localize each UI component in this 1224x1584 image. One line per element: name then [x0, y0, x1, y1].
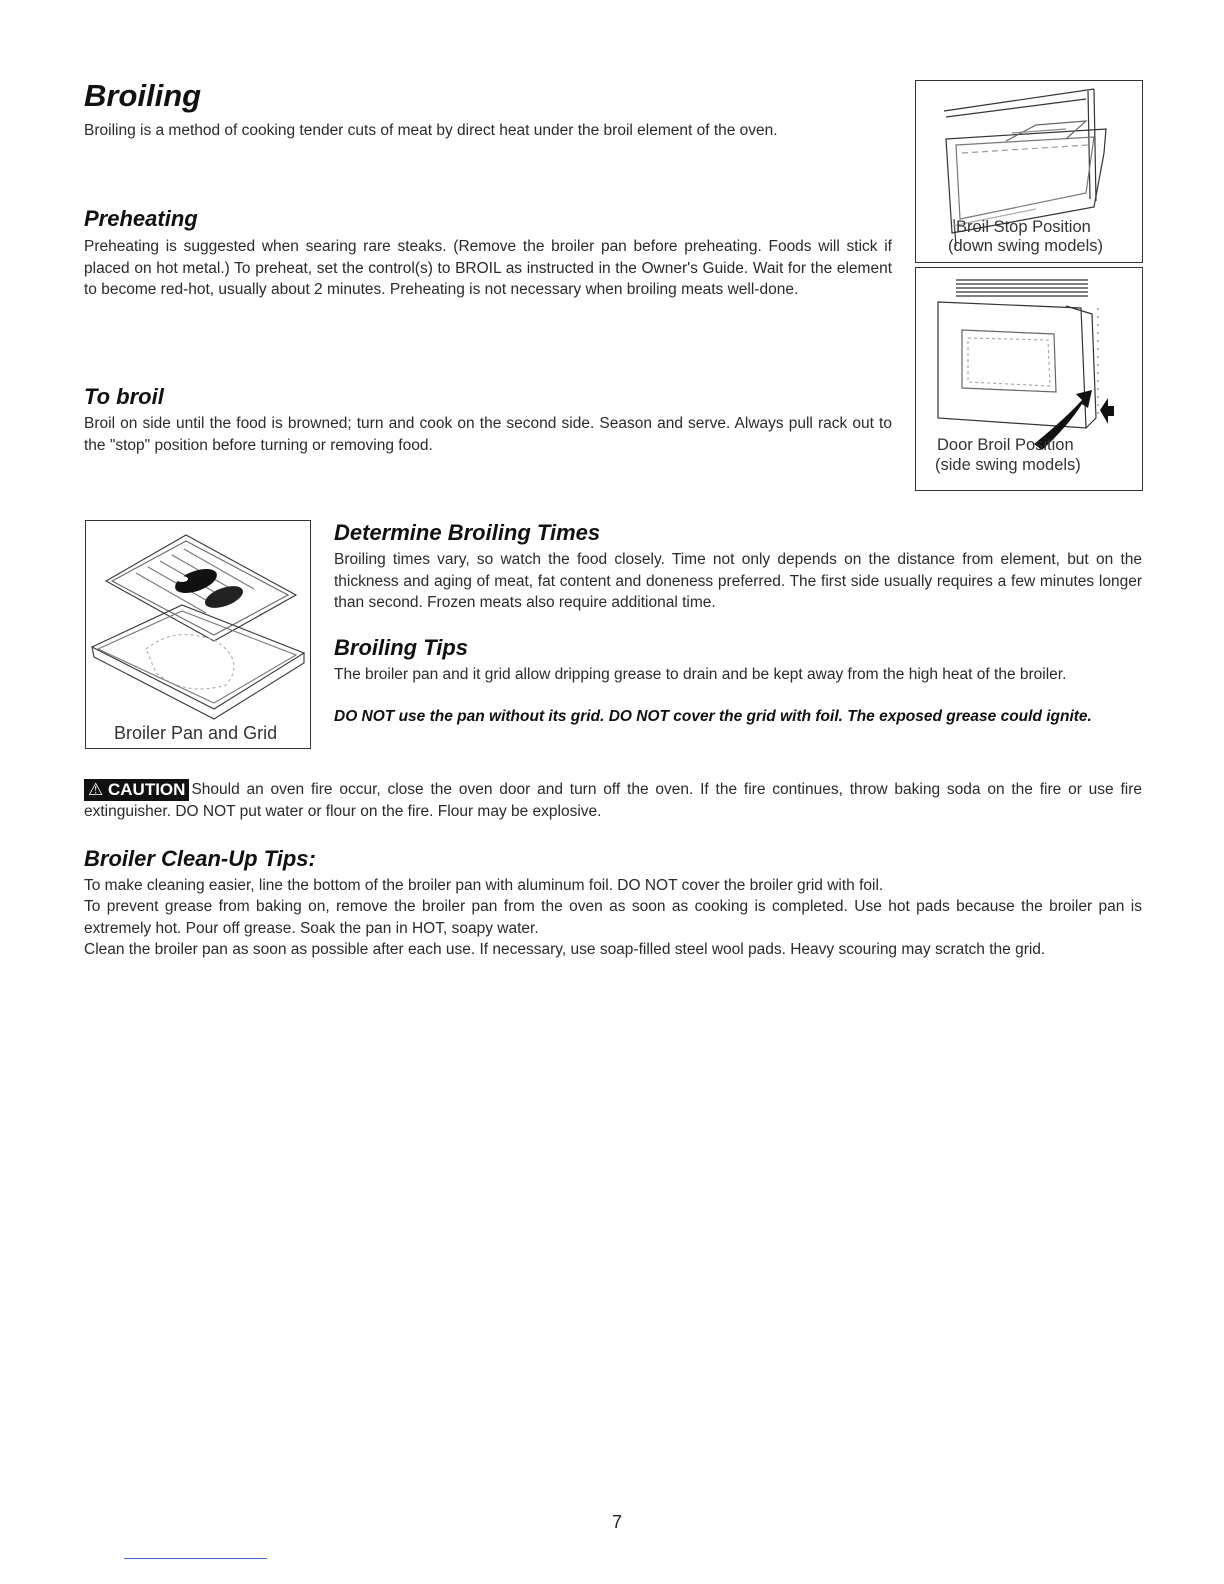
cleanup-p2: To prevent grease from baking on, remove the broiler pan from the oven as soon as cooking is completed. Use hot pads because the broiler pan is extremely hot. Pour off grease. Soak the pan in HOT, soapy water.	[84, 898, 1142, 937]
broiling-tips-warning: DO NOT use the pan without its grid. DO NOT cover the grid with foil. The exposed grease could ignite.	[334, 708, 1092, 725]
broiler-pan-illustration	[86, 521, 311, 749]
broiler-pan-figure	[85, 520, 311, 749]
broiling-tips-heading: Broiling Tips	[334, 635, 469, 660]
broiling-tips-body: The broiler pan and it grid allow dripping grease to drain and be kept away from the high heat of the broiler.	[334, 666, 1067, 683]
broiler-pan-caption: Broiler Pan and Grid	[114, 723, 278, 743]
caution-text: Should an oven fire occur, close the oven door and turn off the oven. If the fire continues, throw baking soda on the fire or use fire extinguisher. DO NOT put water or flour on the fire. Flour may be explosive.	[84, 781, 1142, 820]
to-broil-body: Broil on side until the food is browned; turn and cook on the second side. Season and serve. Always pull rack out to the "stop" position before turning or removing food.	[84, 415, 892, 454]
determine-times-heading: Determine Broiling Times	[334, 520, 601, 545]
to-broil-heading: To broil	[84, 384, 164, 409]
door-broil-caption-line2: (side swing models)	[935, 456, 1081, 474]
caution-badge	[84, 779, 189, 801]
warning-triangle-icon: ⚠	[88, 780, 104, 799]
caution-paragraph	[84, 779, 1142, 823]
footer-rule	[124, 1558, 267, 1559]
door-broil-figure	[915, 267, 1143, 491]
broil-stop-caption-line1: Broil Stop Position	[956, 218, 1091, 236]
cleanup-heading: Broiler Clean-Up Tips:	[84, 846, 316, 871]
caution-label: CAUTION	[107, 780, 186, 799]
broil-stop-caption-line2: (down swing models)	[948, 237, 1103, 255]
cleanup-p3: Clean the broiler pan as soon as possible after each use. If necessary, use soap-filled steel wool pads. Heavy scouring may scratch the grid.	[84, 941, 1046, 958]
cleanup-p1: To make cleaning easier, line the bottom of the broiler pan with aluminum foil. DO NOT cover the broiler grid with foil.	[84, 877, 884, 894]
broil-stop-figure	[915, 80, 1143, 263]
page-number: 7	[612, 1512, 623, 1532]
page-title: Broiling	[84, 78, 202, 113]
determine-times-body: Broiling times vary, so watch the food closely. Time not only depends on the distance from element, but on the thickness and aging of meat, fat content and doneness preferred. The first side usually requires a few minutes longer than second. Frozen meats also require additional time.	[334, 551, 1142, 611]
door-broil-caption-line1: Door Broil Position	[937, 436, 1074, 454]
preheating-body: Preheating is suggested when searing rare steaks. (Remove the broiler pan before preheating. Foods will stick if placed on hot metal.) To preheat, set the control(s) to BROIL as instructed in the Owner's Guide. Wait for the element to become red-hot, usually about 2 minutes. Preheating is not necessary when broiling meats well-done.	[84, 238, 892, 298]
preheating-heading: Preheating	[84, 206, 198, 231]
broiling-intro: Broiling is a method of cooking tender cuts of meat by direct heat under the broil element of the oven.	[84, 122, 778, 139]
